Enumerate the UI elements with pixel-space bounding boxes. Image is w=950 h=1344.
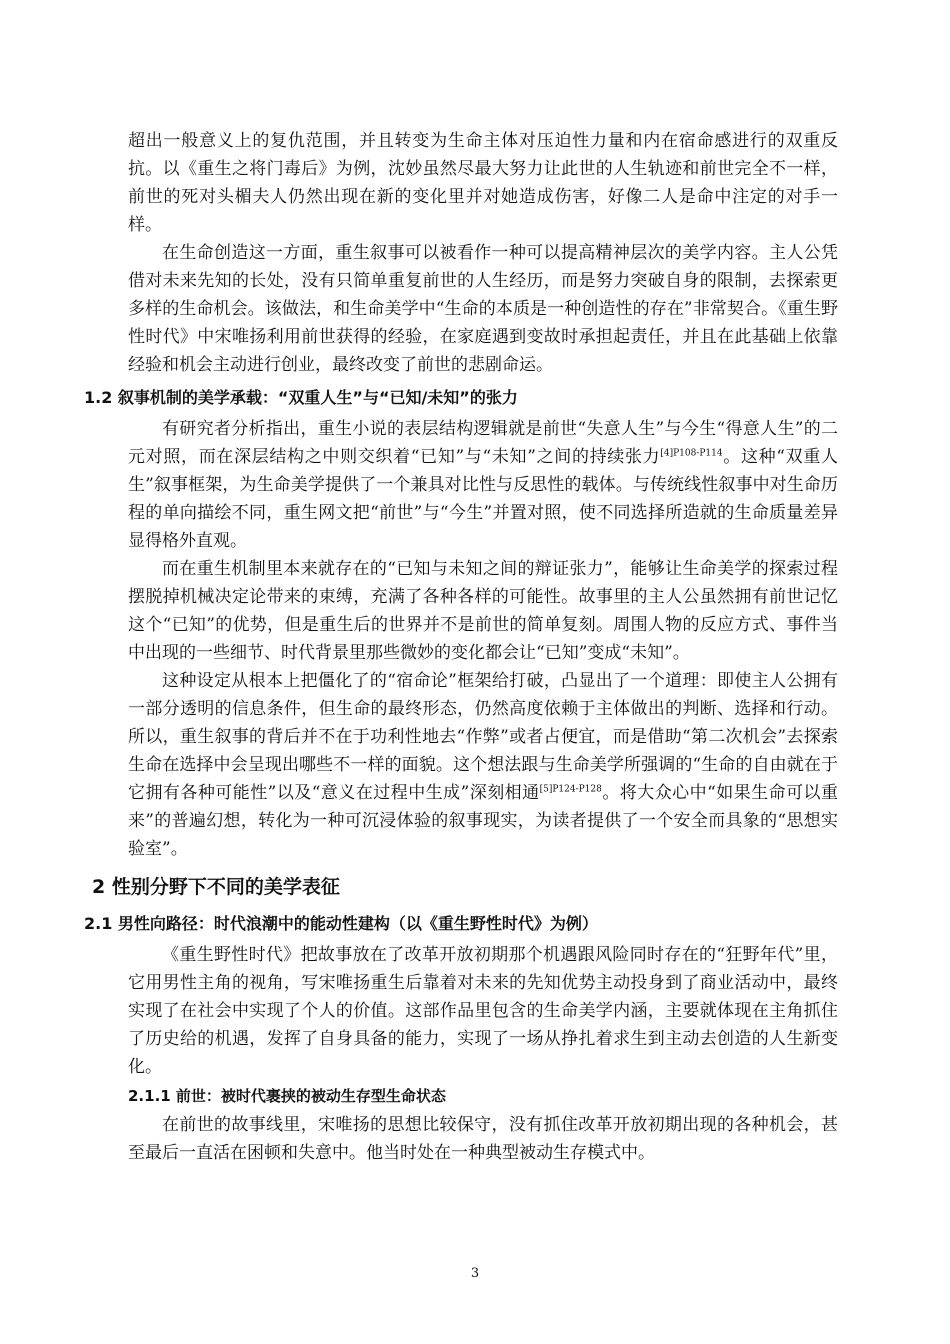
paragraph-3-text-a: 有研究者分析指出，重生小说的表层结构逻辑就是前世“失意人生”与今生“得意人生”的二元对照，而在深层结构之中则交织着“已知”与“未知”之间的持续张力 [128, 419, 838, 467]
paragraph-5 [128, 667, 838, 863]
paragraph-5-text-b: 。将大众心中“如果生命可以重来”的普遍幻想，转化为一种可沉浸体验的叙事现实，为读者提供了一个安全而具象的“思想实验室”。 [128, 783, 838, 859]
paragraph-5-text-a: 这种设定从根本上把僵化了的“宿命论”框架给打破，凸显出了一个道理：即使主人公拥有一部分透明的信息条件，但生命的最终形态，仍然高度依赖于主体做出的判断、选择和行动。所以，重生叙事的背后并不在于功利性地去“作弊”或者占便宜，而是借助“第二次机会”去探索生命在选择中会呈现出哪些不一样的面貌。这个想法跟与生命美学所强调的“生命的自由就在于它拥有各种可能性”以及“意义在过程中生成”深刻相通 [128, 671, 838, 803]
citation-5: [5]P124-P128 [539, 784, 602, 795]
paragraph-1: 超出一般意义上的复仇范围，并且转变为生命主体对压迫性力量和内在宿命感进行的双重反抗。以《重生之将门毒后》为例，沈妙虽然尽最大努力让此世的人生轨迹和前世完全不一样，前世的死对头楣夫人仍然出现在新的变化里并对她造成伤害，好像二人是命中注定的对手一样。 [128, 131, 838, 235]
heading-2-1-1: 2.1.1 前世：被时代裹挟的被动生存型生命状态 [128, 1087, 446, 1105]
heading-1-2: 1.2 叙事机制的美学承载：“双重人生”与“已知/未知”的张力 [84, 388, 518, 407]
heading-2: 2 性别分野下不同的美学表征 [92, 876, 340, 898]
page-body [84, 127, 838, 1167]
paragraph-3-text-b: 。这种“双重人生”叙事框架，为生命美学提供了一个兼具对比性与反思性的载体。与传统线性叙事中对生命历程的单向描绘不同，重生网文把“前世”与“今生”并置对照，使不同选择所造就的生命质量差异显得格外直观。 [128, 447, 838, 551]
page-number: 3 [470, 1266, 480, 1281]
paragraph-7: 在前世的故事线里，宋唯扬的思想比较保守，没有抓住改革开放初期出现的各种机会，甚至最后一直活在困顿和失意中。他当时处在一种典型被动生存模式中。 [128, 1115, 838, 1163]
citation-4: [4]P108-P114 [660, 448, 723, 459]
paragraph-6: 《重生野性时代》把故事放在了改革开放初期那个机遇跟风险同时存在的“狂野年代”里，它用男性主角的视角，写宋唯扬重生后靠着对未来的先知优势主动投身到了商业活动中，最终实现了在社会中实现了个人的价值。这部作品里包含的生命美学内涵，主要就体现在主角抓住了历史给的机遇，发挥了自身具备的能力，实现了一场从挣扎着求生到主动去创造的人生新变化。 [128, 945, 838, 1077]
heading-2-1: 2.1 男性向路径：时代浪潮中的能动性建构（以《重生野性时代》为例） [84, 914, 598, 933]
paragraph-4: 而在重生机制里本来就存在的“已知与未知之间的辩证张力”，能够让生命美学的探索过程摆脱掉机械决定论带来的束缚，充满了各种各样的可能性。故事里的主人公虽然拥有前世记忆这个“已知”的优势，但是重生后的世界并不是前世的简单复刻。周围人物的反应方式、事件当中出现的一些细节、时代背景里那些微妙的变化都会让“已知”变成“未知”。 [128, 559, 838, 663]
paragraph-2: 在生命创造这一方面，重生叙事可以被看作一种可以提高精神层次的美学内容。主人公凭借对未来先知的长处，没有只简单重复前世的人生经历，而是努力突破自身的限制，去探索更多样的生命机会。该做法，和生命美学中“生命的本质是一种创造性的存在”非常契合。《重生野性时代》中宋唯扬利用前世获得的经验，在家庭遇到变故时承担起责任，并且在此基础上依靠经验和机会主动进行创业，最终改变了前世的悲剧命运。 [128, 243, 838, 375]
paragraph-3 [128, 415, 838, 555]
